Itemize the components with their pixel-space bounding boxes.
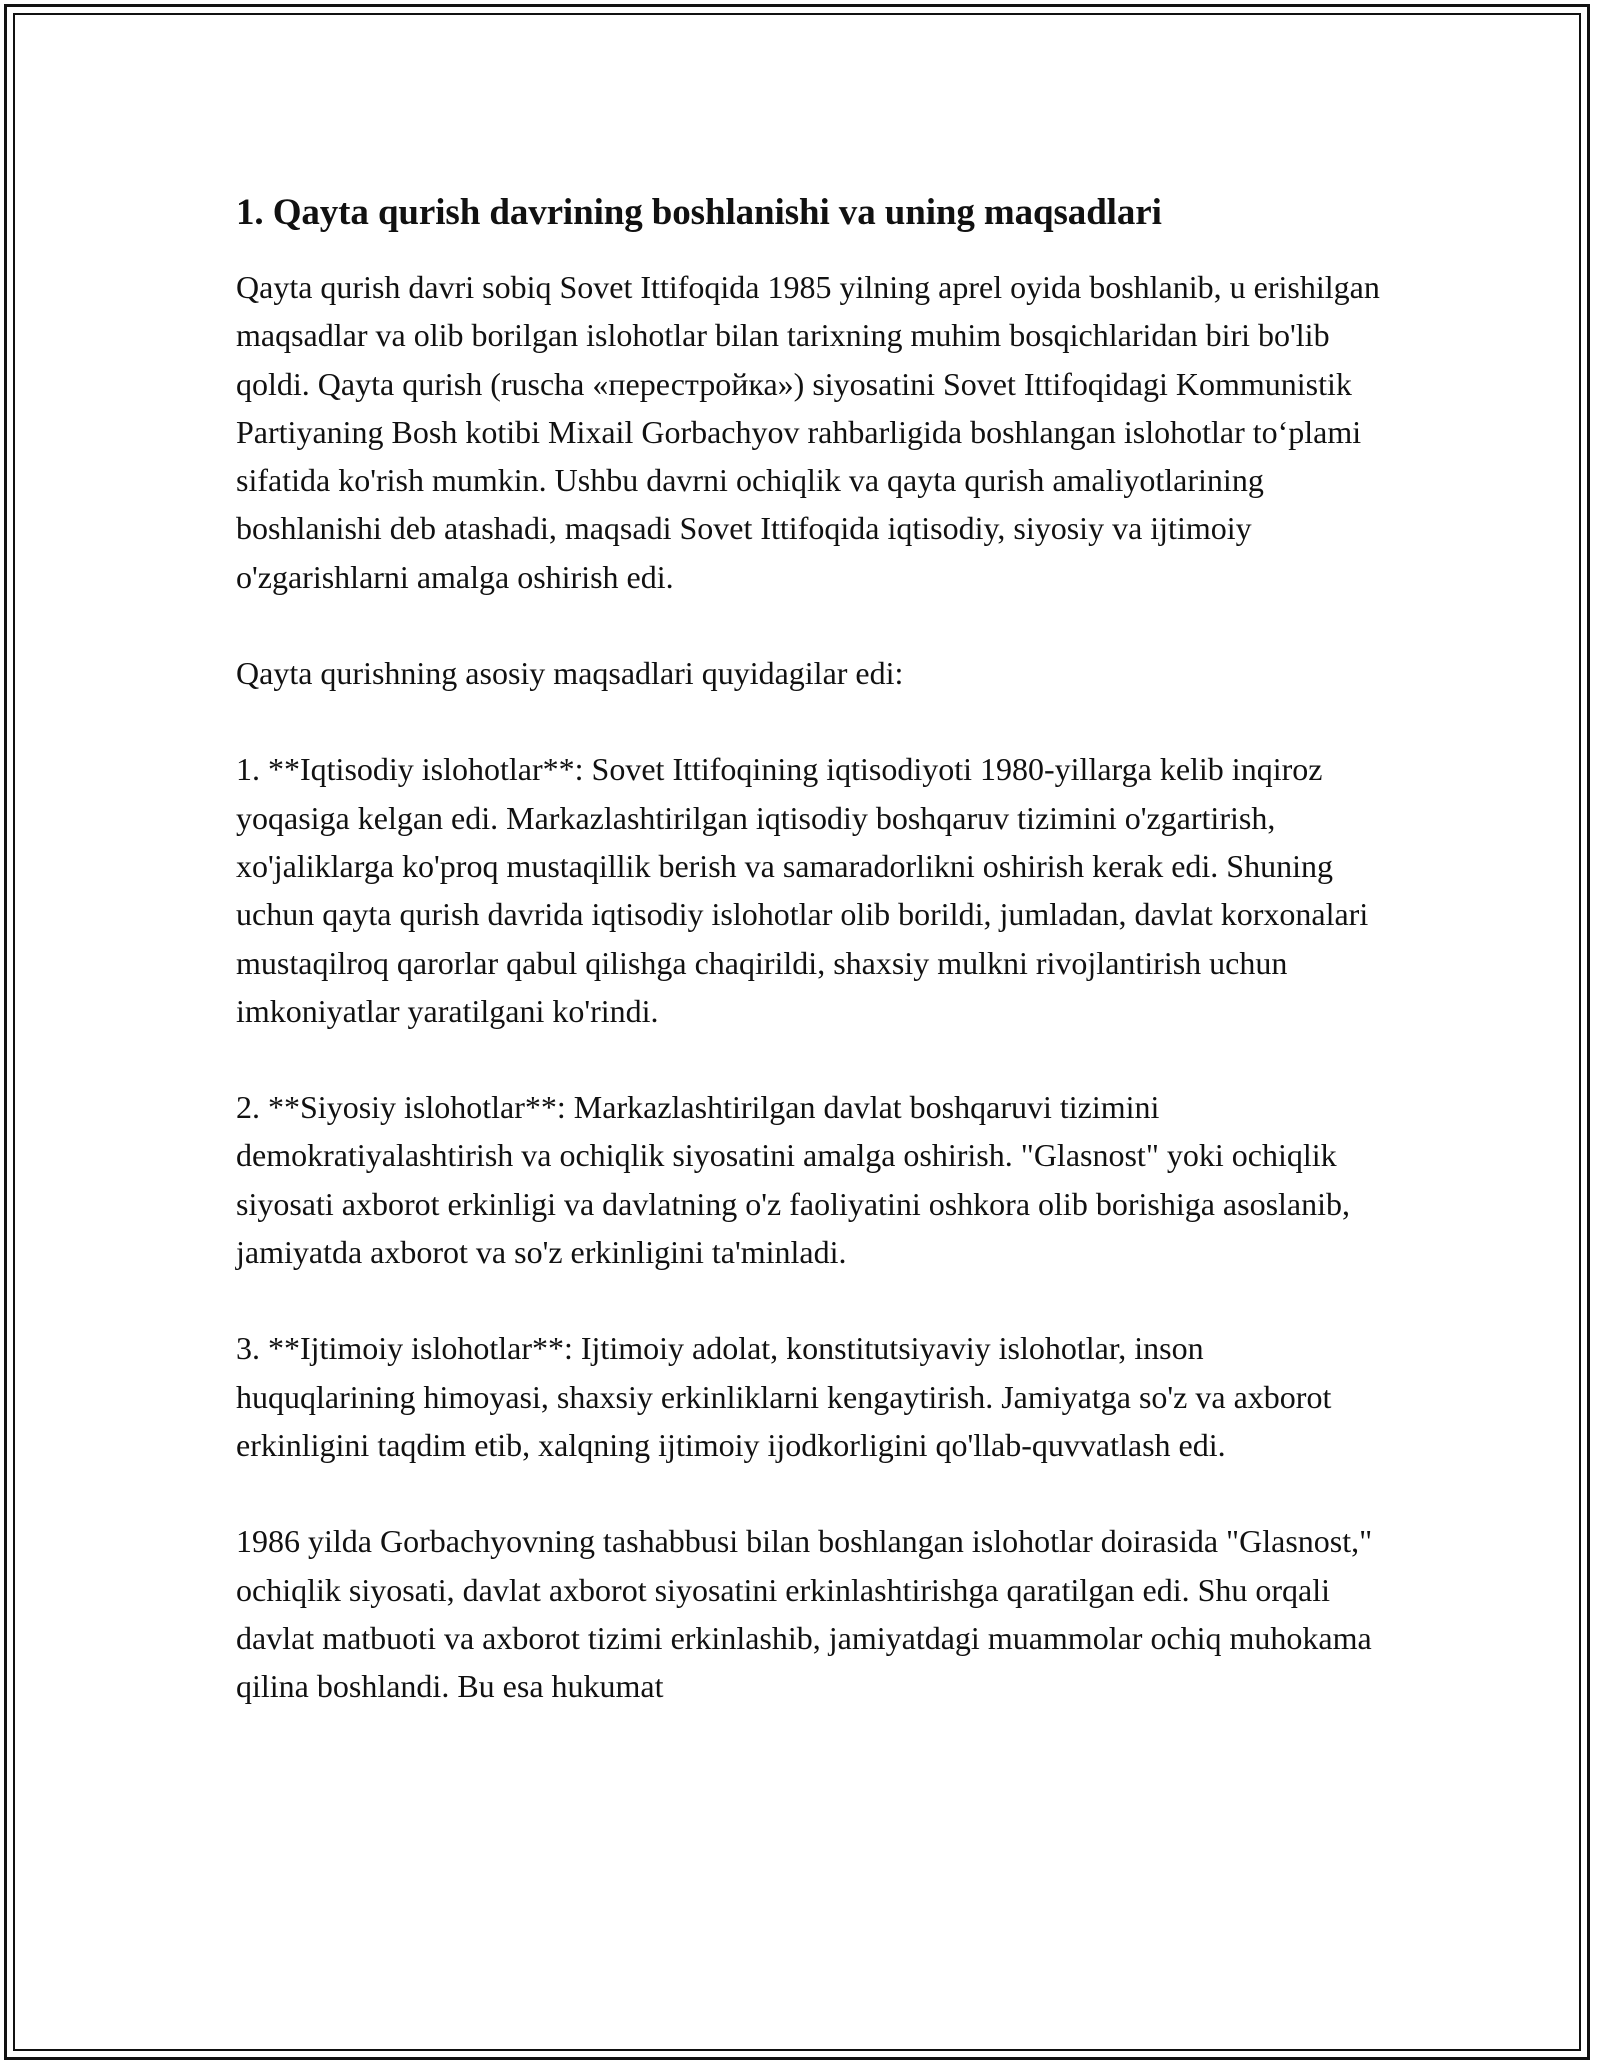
document-body: [236, 183, 1386, 1758]
paragraph-glasnost: 1986 yilda Gorbachyovning tashabbusi bilan boshlangan islohotlar doirasida "Glasnost," ochiqlik siyosati, davlat axborot siyosatini erkinlashtirishga qaratilgan edi. Shu orqali davlat matbuoti va axborot tizimi erkinlashib, jamiyatdagi muammolar ochiq muhokama qilina boshlandi. Bu esa hukumat: [236, 1523, 1373, 1705]
section-heading: 1. Qayta qurish davrining boshlanishi va uning maqsadlari: [236, 192, 1162, 233]
paragraph-political-reforms: 2. **Siyosiy islohotlar**: Markazlashtirilgan davlat boshqaruvi tizimini demokratiyalashtirish va ochiqlik siyosatini amalga oshirish. "Glasnost" yoki ochiqlik siyosati axborot erkinligi va davlatning o'z faoliyatini oshkora olib borishiga asoslanib, jamiyatda axborot va so'z erkinligini ta'minladi.: [236, 1089, 1350, 1271]
paragraph-intro: Qayta qurish davri sobiq Sovet Ittifoqida 1985 yilning aprel oyida boshlanib, u erishilgan maqsadlar va olib borilgan islohotlar bilan tarixning muhim bosqichlaridan biri bo'lib qoldi. Qayta qurish (ruscha «перестройка») siyosatini Sovet Ittifoqidagi Kommunistik Partiyaning Bosh kotibi Mixail Gorbachyov rahbarligida boshlangan islohotlar to‘plami sifatida ko'rish mumkin. Ushbu davrni ochiqlik va qayta qurish amaliyotlarining boshlanishi deb atashadi, maqsadi Sovet Ittifoqida iqtisodiy, siyosiy va ijtimoiy o'zgarishlarni amalga oshirish edi.: [236, 269, 1380, 595]
paragraph-economic-reforms: 1. **Iqtisodiy islohotlar**: Sovet Ittifoqining iqtisodiyoti 1980-yillarga kelib inqiroz yoqasiga kelgan edi. Markazlashtirilgan iqtisodiy boshqaruv tizimini o'zgartirish, xo'jaliklarga ko'proq mustaqillik berish va samaradorlikni oshirish kerak edi. Shuning uchun qayta qurish davrida iqtisodiy islohotlar olib borildi, jumladan, davlat korxonalari mustaqilroq qarorlar qabul qilishga chaqirildi, shaxsiy mulkni rivojlantirish uchun imkoniyatlar yaratilgani ko'rindi.: [236, 751, 1369, 1029]
paragraph-goals-lead: Qayta qurishning asosiy maqsadlari quyidagilar edi:: [236, 655, 904, 692]
paragraph-social-reforms: 3. **Ijtimoiy islohotlar**: Ijtimoiy adolat, konstitutsiyaviy islohotlar, inson huquqlarining himoyasi, shaxsiy erkinliklarni kengaytirish. Jamiyatga so'z va axborot erkinligini taqdim etib, xalqning ijtimoiy ijodkorligini qo'llab-quvvatlash edi.: [236, 1330, 1332, 1463]
